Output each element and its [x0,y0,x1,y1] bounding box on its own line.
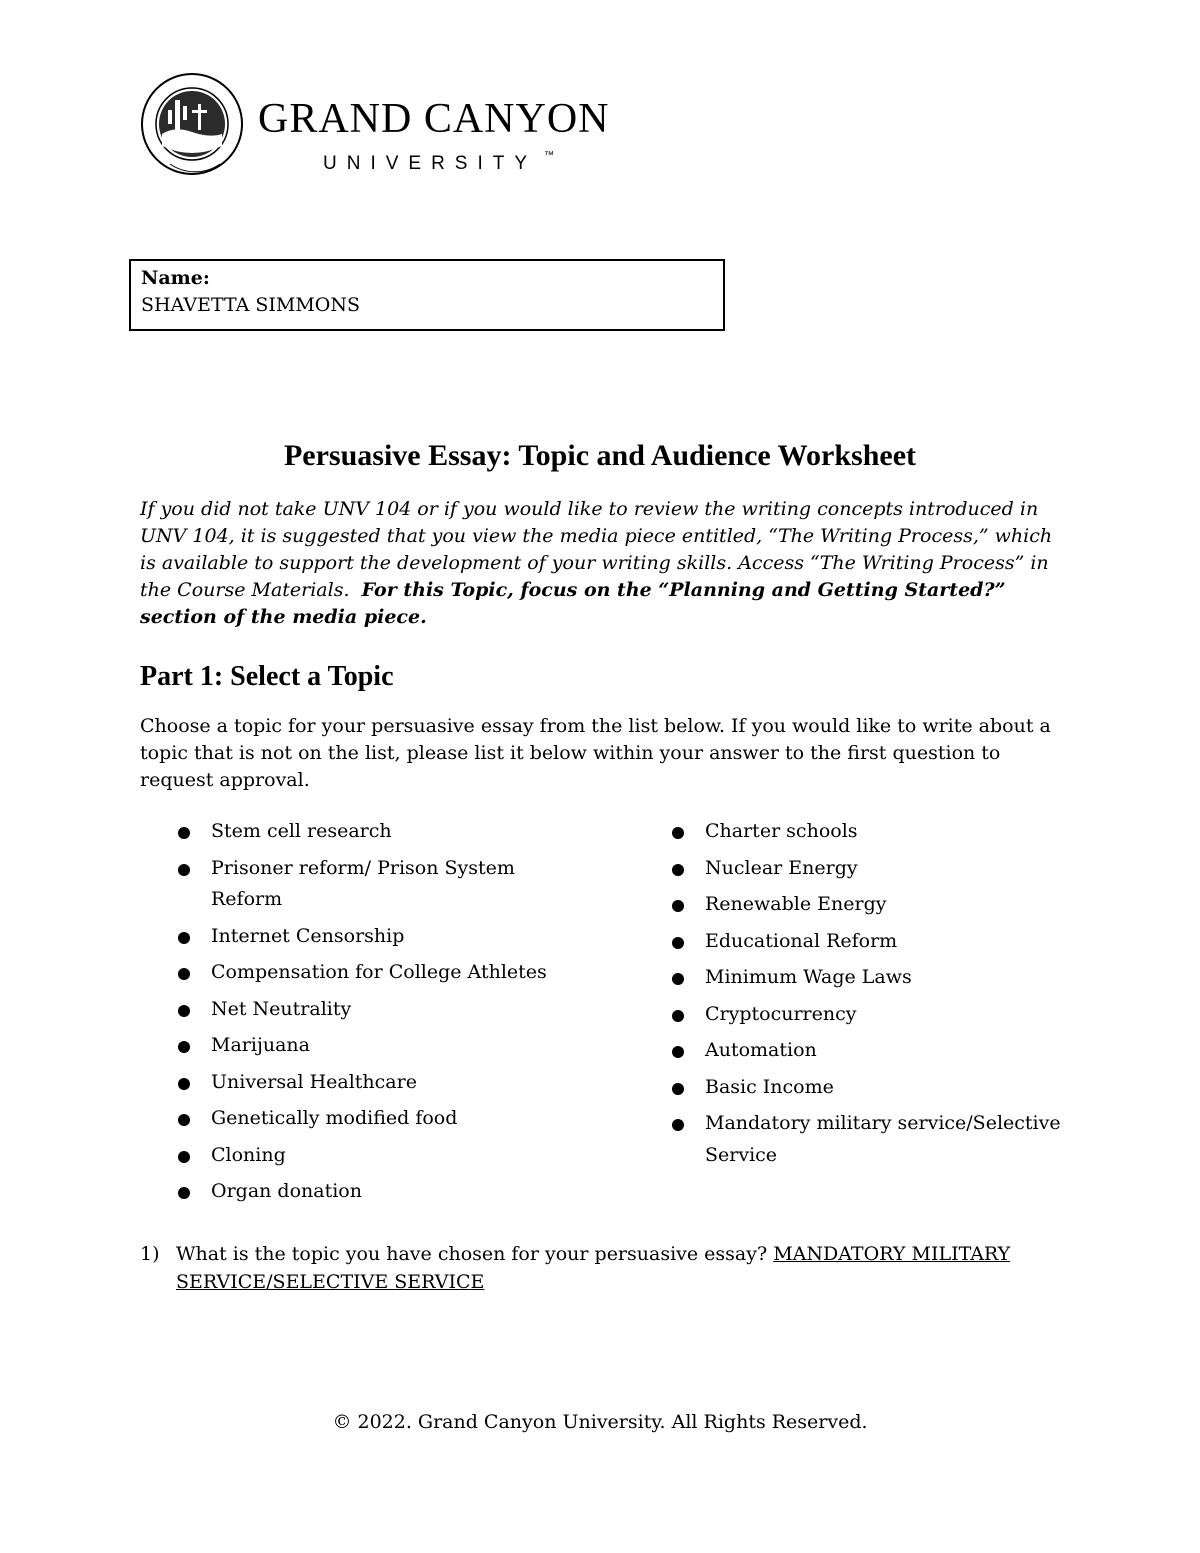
bullet-icon [178,1114,190,1126]
topic-label: Cloning [211,1143,286,1166]
copyright-footer: © 2022. Grand Canyon University. All Rights Reserved. [332,1411,868,1433]
bullet-icon [672,900,684,912]
list-item [669,816,1069,848]
page-title: Persuasive Essay: Topic and Audience Worksheet [283,439,917,472]
topic-label: Net Neutrality [211,997,352,1020]
list-item [175,1140,575,1172]
question-answer[interactable]: MANDATORY MILITARY SERVICE/SELECTIVE SERVICE [176,1243,1011,1293]
list-item [669,926,1069,958]
intro-bold-text: For this Topic, focus on the “Planning and Getting Started?” section of the media piece. [140,579,1006,628]
wordmark-line1: GRAND CANYON [258,96,610,142]
topic-label: Marijuana [211,1034,310,1056]
bullet-icon [672,937,684,949]
list-item [669,1072,1069,1104]
topic-label: Organ donation [211,1180,362,1202]
topic-list-left [175,816,575,1213]
topic-label: Compensation for College Athletes [211,961,547,983]
bullet-icon [178,827,190,839]
bullet-icon [672,1119,684,1131]
list-item [175,853,575,916]
topic-label: Stem cell research [211,820,392,842]
wordmark-line2: UNIVERSITY [323,153,538,174]
topic-label: Basic Income [705,1075,834,1098]
topic-label: Educational Reform [705,929,898,952]
list-item [175,921,575,953]
list-item [175,1067,575,1099]
university-logo [140,72,620,176]
university-seal-icon [140,72,620,176]
bullet-icon [672,973,684,985]
bullet-icon [178,932,190,944]
list-item [669,889,1069,921]
bullet-icon [672,1010,684,1022]
bullet-icon [672,1083,684,1095]
topic-label: Prisoner reform/ Prison System Reform [211,856,515,910]
topic-label: Genetically modified food [211,1107,458,1129]
trademark-mark: ™ [544,150,554,161]
part1-heading: Part 1: Select a Topic [140,661,394,692]
bullet-icon [178,1041,190,1053]
list-item [175,1030,575,1062]
bullet-icon [178,968,190,980]
list-item [669,1108,1069,1171]
bullet-icon [672,827,684,839]
list-item [175,994,575,1026]
intro-paragraph [140,496,1065,631]
bullet-icon [178,1187,190,1199]
question-number: 1) [140,1243,160,1265]
bullet-icon [178,864,190,876]
list-item [669,962,1069,994]
list-item [175,957,575,989]
topic-label: Universal Healthcare [211,1070,417,1093]
bullet-icon [178,1078,190,1090]
list-item [669,999,1069,1031]
intro-italic-text: If you did not take UNV 104 or if you would like to review the writing concepts introduced in UNV 104, it is suggested that you view the media piece entitled, “The Writing Process,” which is available to support the development of your writing skills. Access “The Writing Process” in the Course Materials. [140,498,1053,601]
topic-label: Nuclear Energy [705,856,858,879]
topic-label: Cryptocurrency [705,1002,857,1025]
name-box [129,259,725,331]
topic-label: Automation [705,1039,817,1061]
topic-label: Mandatory military service/Selective Service [705,1112,1061,1166]
topic-label: Minimum Wage Laws [705,966,912,988]
list-item [175,816,575,848]
question-1 [140,1240,1065,1296]
part1-instructions: Choose a topic for your persuasive essay from the list below. If you would like to write about a topic that is not on the list, please list it below within your answer to the first question to request approval. [140,715,1051,791]
list-item [175,1176,575,1208]
bullet-icon [178,1005,190,1017]
name-value[interactable]: SHAVETTA SIMMONS [141,294,361,316]
topic-label: Renewable Energy [705,893,887,915]
list-item [669,853,1069,885]
bullet-icon [178,1151,190,1163]
bullet-icon [672,1046,684,1058]
question-text [176,1240,1065,1296]
bullet-icon [672,864,684,876]
list-item [175,1103,575,1135]
list-item [669,1035,1069,1067]
topic-list-right [669,816,1069,1176]
topic-label: Internet Censorship [211,924,405,947]
name-label: Name: [141,267,210,289]
question-prompt: What is the topic you have chosen for your persuasive essay? [176,1243,768,1265]
topic-label: Charter schools [705,820,858,842]
